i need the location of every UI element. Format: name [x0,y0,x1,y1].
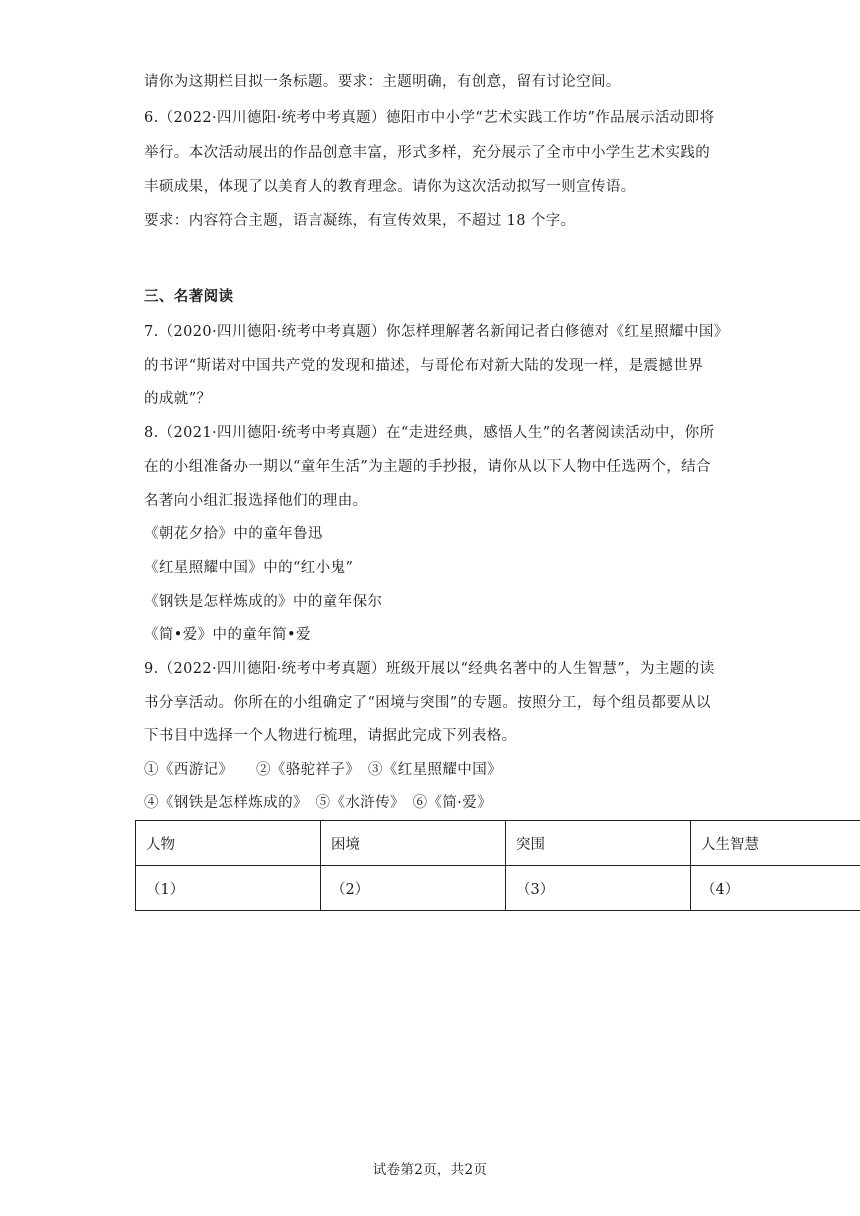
question-8-option-4: 《简•爱》中的童年简•爱 [144,627,311,643]
question-8-line-2: 在的小组准备办一期以“童年生活”为主题的手抄报，请你从以下人物中任选两个，结合 [144,459,711,475]
question-9-line-2: 书分享活动。你所在的小组确定了“困境与突围”的专题。按照分工，每个组员都要从以 [144,695,711,711]
question-7-line-1: 7.（2020·四川德阳·统考中考真题）你怎样理解著名新闻记者白修德对《红星照耀中国》 [144,324,729,340]
question-8-line-3: 名著向小组汇报选择他们的理由。 [144,493,368,509]
question-8-option-3: 《钢铁是怎样炼成的》中的童年保尔 [144,594,383,610]
question-9-line-1: 9.（2022·四川德阳·统考中考真题）班级开展以“经典名著中的人生智慧”，为主题的读 [144,661,715,677]
question-8-option-2: 《红星照耀中国》中的“红小鬼” [144,560,354,576]
question-9-line-3: 下书目中选择一个人物进行梳理，请据此完成下列表格。 [144,728,517,744]
answer-table [135,820,860,911]
table-header-cell: 突围 [506,821,691,866]
question-8-option-1: 《朝花夕拾》中的童年鲁迅 [144,526,323,542]
question-6-line-3: 丰硕成果，体现了以美育人的教育理念。请你为这次活动拟写一则宣传语。 [144,179,636,195]
table-cell[interactable]: （3） [506,866,691,911]
question-6-line-2: 举行。本次活动展出的作品创意丰富，形式多样，充分展示了全市中小学生艺术实践的 [144,145,711,161]
table-cell[interactable]: （4） [691,866,860,911]
question-7-line-2: 的书评“斯诺对中国共产党的发现和描述，与哥伦布对新大陆的发现一样，是震撼世界 [144,358,704,374]
question-6-line-1: 6.（2022·四川德阳·统考中考真题）德阳市中小学“艺术实践工作坊”作品展示活动即将 [144,110,715,126]
intro-line-1: 请你为这期栏目拟一条标题。要求：主题明确，有创意，留有讨论空间。 [144,74,621,90]
question-6-requirement: 要求：内容符合主题，语言凝练，有宣传效果，不超过 18 个字。 [144,213,576,229]
table-header-cell: 困境 [321,821,506,866]
question-7-line-3: 的成就”？ [144,391,212,407]
table-header-cell: 人生智慧 [691,821,860,866]
section-title: 三、名著阅读 [144,289,234,305]
table-header-cell: 人物 [136,821,321,866]
page-footer: 试卷第2页，共2页 [372,1162,488,1178]
table-cell[interactable]: （2） [321,866,506,911]
question-9-books-row-1: ①《西游记》 ②《骆驼祥子》 ③《红星照耀中国》 [144,762,502,778]
question-8-line-1: 8.（2021·四川德阳·统考中考真题）在“走进经典，感悟人生”的名著阅读活动中，你所 [144,425,715,441]
table-cell[interactable]: （1） [136,866,321,911]
question-9-books-row-2: ④《钢铁是怎样炼成的》 ⑤《水浒传》 ⑥《简·爱》 [144,795,493,811]
table-row [136,866,860,911]
table-header-row [136,821,860,866]
